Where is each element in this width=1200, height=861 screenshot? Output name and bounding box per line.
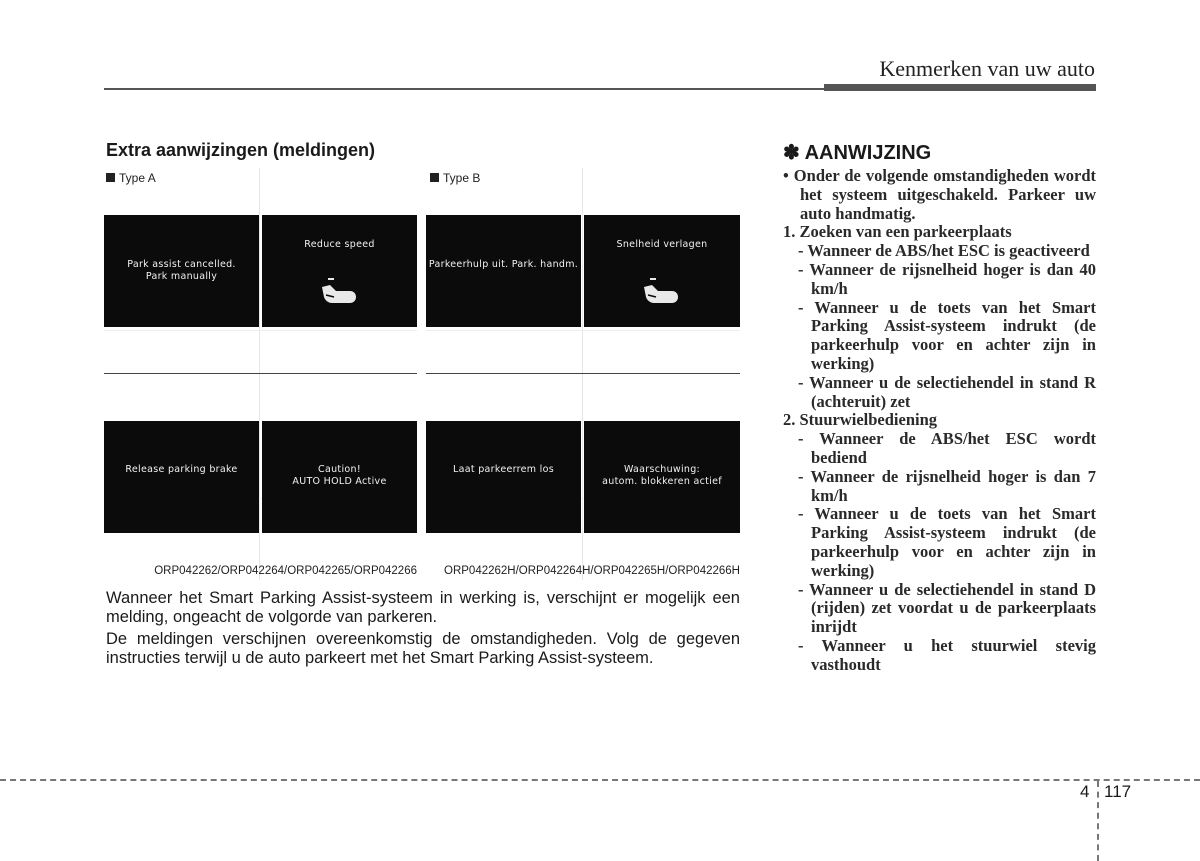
notice-item: - Wanneer u de toets van het Smart Parking Assist-systeem indrukt (de parkeerhulp voor en achter zijn in werking) — [798, 504, 1096, 580]
notice-item: - Wanneer de rijsnelheid hoger is dan 7 km/h — [798, 466, 1096, 505]
display-screen-release-parking-brake: Release parking brake — [104, 421, 259, 533]
notice-item: - Wanneer u de selectiehendel in stand D (rijden) zet voordat u de parkeerplaats inrijdt — [798, 579, 1096, 637]
page-number: 117 — [1104, 782, 1132, 801]
notice-group-title: 2. Stuurwielbediening — [783, 410, 938, 430]
notice-item: - Wanneer de ABS/het ESC wordt bediend — [798, 429, 1096, 467]
display-screen-reduce-speed: Reduce speed — [262, 215, 417, 327]
square-bullet-icon — [430, 173, 439, 182]
header-rule-accent — [824, 84, 1096, 91]
notice-item: - Wanneer u de selectiehendel in stand R (achteruit) zet — [798, 372, 1096, 411]
type-a-label: Type A — [106, 171, 156, 185]
notice-group-title: 1. Zoeken van een parkeerplaats — [783, 222, 1012, 242]
notice-title: ✽ AANWIJZING — [783, 142, 932, 164]
notice-list — [783, 167, 1096, 675]
type-b-label: Type B — [430, 171, 480, 185]
display-screen-snelheid-verlagen: Snelheid verlagen — [584, 215, 740, 327]
display-screen-park-assist-cancelled: Park assist cancelled. Park manually — [104, 215, 259, 327]
display-screen-parkeerhulp-uit: Parkeerhulp uit. Park. handm. — [426, 215, 581, 327]
display-screen-autom-blokkeren-actief: Waarschuwing: autom. blokkeren actief — [584, 421, 740, 533]
figure-gridline — [582, 168, 583, 580]
notice-item: - Wanneer de rijsnelheid hoger is dan 40 km/h — [798, 259, 1096, 298]
display-screen-laat-parkeerrem-los: Laat parkeerrem los — [426, 421, 581, 533]
figure-code-type-a: ORP042262/ORP042264/ORP042265/ORP042266 — [154, 565, 417, 577]
figure-divider — [104, 373, 417, 374]
footer-separator — [1097, 781, 1099, 861]
notice-item: - Wanneer u het stuurwiel stevig vasthoudt — [798, 635, 1096, 674]
running-header: Kenmerken van uw auto — [879, 56, 1095, 81]
notice-item: - Wanneer u de toets van het Smart Parking Assist-systeem indrukt (de parkeerhulp voor en achter zijn in werking) — [798, 297, 1096, 373]
header-rule — [104, 88, 824, 90]
figure-type-b — [426, 168, 740, 580]
notice-bullet: • Onder de volgende omstandigheden wordt het systeem uitgeschakeld. Parkeer uw auto handmatig. — [783, 166, 1096, 223]
figure-gridline — [426, 330, 740, 331]
figure-code-type-b: ORP042262H/ORP042264H/ORP042265H/ORP042266H — [444, 565, 740, 577]
foot-on-brake-icon — [320, 275, 360, 309]
display-screen-auto-hold-active: Caution! AUTO HOLD Active — [262, 421, 417, 533]
body-paragraph-2: De meldingen verschijnen overeenkomstig de omstandigheden. Volg de gegeven instructies terwijl u de auto parkeert met het Smart Parking Assist-systeem. — [106, 630, 740, 667]
chapter-number: 4 — [1080, 782, 1090, 801]
figure-type-a — [104, 168, 417, 580]
figure-gridline — [259, 168, 260, 580]
figure-divider — [426, 373, 740, 374]
figure-gridline — [104, 330, 417, 331]
square-bullet-icon — [106, 173, 115, 182]
section-title: Extra aanwijzingen (meldingen) — [106, 140, 376, 160]
notice-item: - Wanneer de ABS/het ESC is geactiveerd — [798, 241, 1090, 261]
footer-rule — [0, 779, 1200, 781]
foot-on-brake-icon — [642, 275, 682, 309]
body-paragraph-1: Wanneer het Smart Parking Assist-systeem in werking is, verschijnt er mogelijk een melding, ongeacht de volgorde van parkeren. — [106, 589, 740, 626]
